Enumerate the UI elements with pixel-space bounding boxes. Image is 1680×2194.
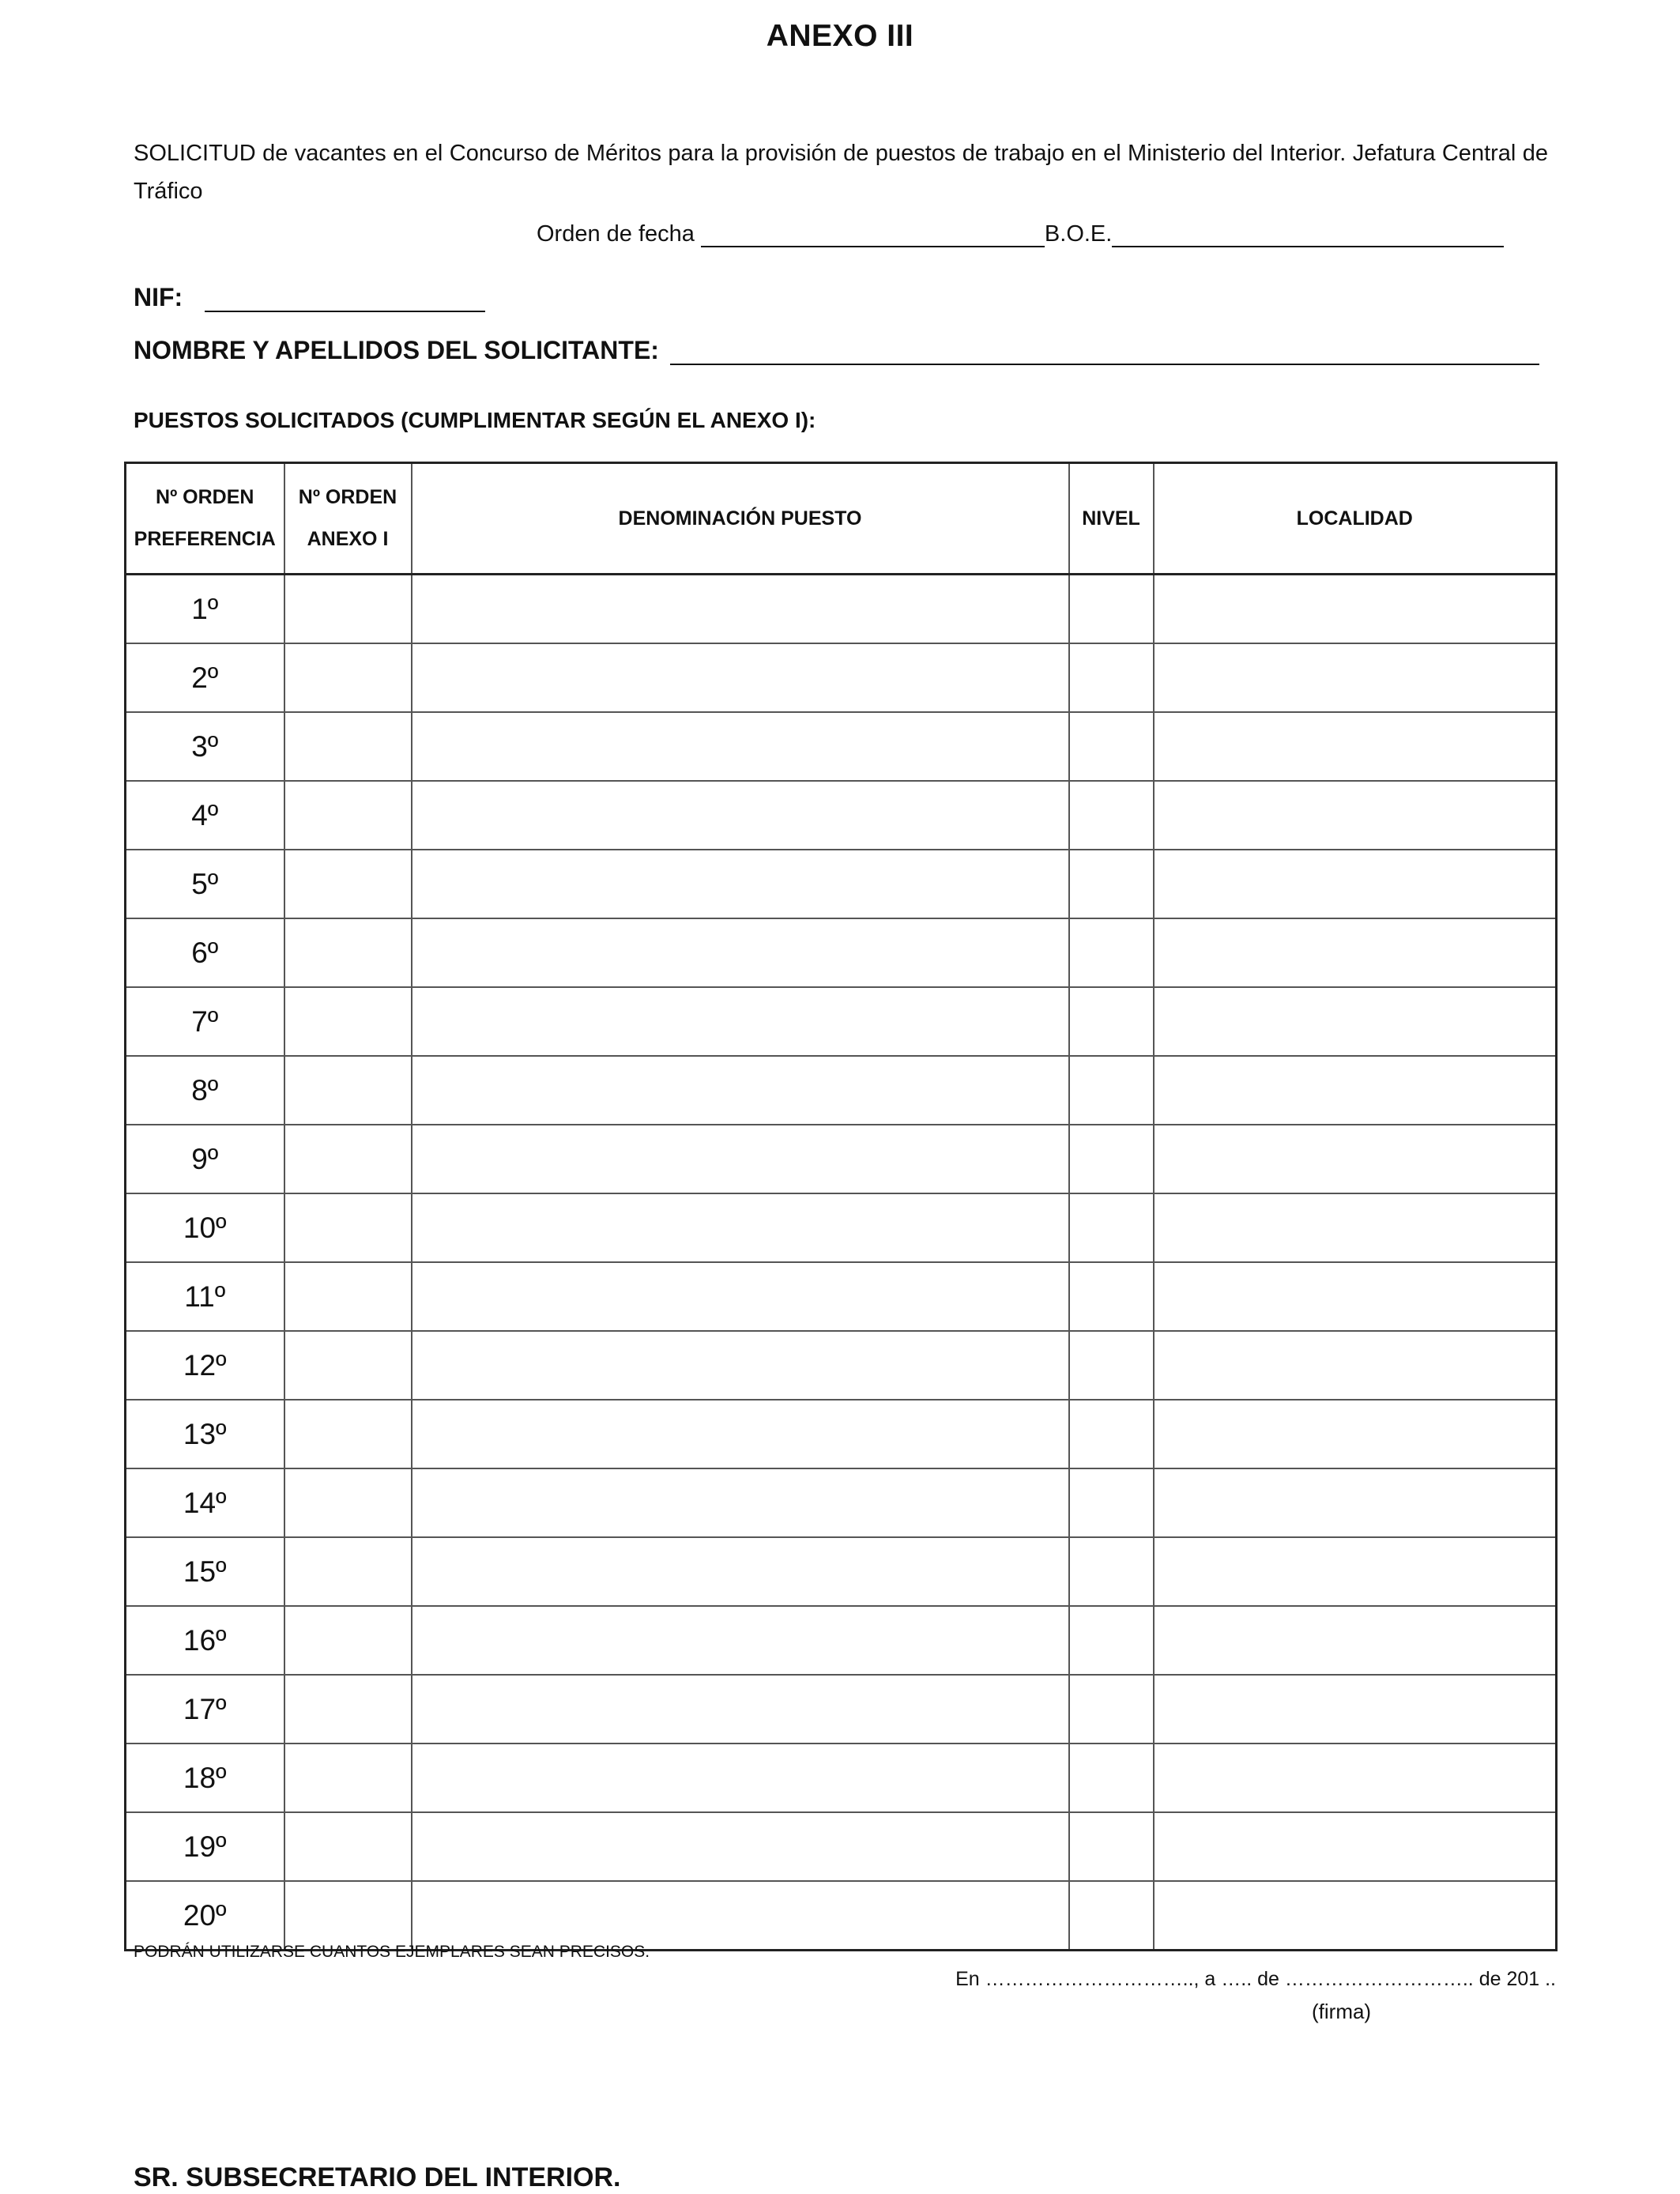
header-nivel: NIVEL xyxy=(1069,463,1154,575)
cell-localidad[interactable] xyxy=(1154,781,1557,850)
cell-nivel[interactable] xyxy=(1069,1881,1154,1951)
nombre-label: NOMBRE Y APELLIDOS DEL SOLICITANTE: xyxy=(134,336,659,364)
cell-localidad[interactable] xyxy=(1154,1812,1557,1881)
cell-denominacion[interactable] xyxy=(412,1400,1069,1468)
header-orden-preferencia-line1: Nº ORDEN xyxy=(156,486,254,508)
cell-orden-anexo[interactable] xyxy=(284,1468,412,1537)
nif-row xyxy=(134,283,485,312)
cell-orden-anexo[interactable] xyxy=(284,850,412,918)
cell-orden-anexo[interactable] xyxy=(284,643,412,712)
cell-nivel[interactable] xyxy=(1069,850,1154,918)
cell-localidad[interactable] xyxy=(1154,918,1557,987)
cell-orden-anexo[interactable] xyxy=(284,1193,412,1262)
cell-orden-preferencia: 5º xyxy=(126,850,284,918)
cell-orden-preferencia: 4º xyxy=(126,781,284,850)
cell-orden-anexo[interactable] xyxy=(284,1056,412,1125)
cell-localidad[interactable] xyxy=(1154,1881,1557,1951)
table-row xyxy=(126,1675,1557,1744)
cell-localidad[interactable] xyxy=(1154,1056,1557,1125)
cell-localidad[interactable] xyxy=(1154,1537,1557,1606)
table-row xyxy=(126,575,1557,644)
cell-localidad[interactable] xyxy=(1154,1606,1557,1675)
orden-line xyxy=(537,221,1504,247)
nif-field[interactable] xyxy=(205,287,485,312)
cell-nivel[interactable] xyxy=(1069,1331,1154,1400)
cell-denominacion[interactable] xyxy=(412,1812,1069,1881)
header-denominacion: DENOMINACIÓN PUESTO xyxy=(412,463,1069,575)
table-row xyxy=(126,1744,1557,1812)
table-row xyxy=(126,1400,1557,1468)
cell-nivel[interactable] xyxy=(1069,1606,1154,1675)
cell-orden-preferencia: 1º xyxy=(126,575,284,644)
cell-orden-preferencia: 20º xyxy=(126,1881,284,1951)
cell-localidad[interactable] xyxy=(1154,1331,1557,1400)
cell-denominacion[interactable] xyxy=(412,1125,1069,1193)
page-title: ANEXO III xyxy=(766,19,914,53)
cell-localidad[interactable] xyxy=(1154,712,1557,781)
cell-nivel[interactable] xyxy=(1069,1812,1154,1881)
cell-localidad[interactable] xyxy=(1154,1262,1557,1331)
cell-orden-anexo[interactable] xyxy=(284,1675,412,1744)
cell-orden-preferencia: 16º xyxy=(126,1606,284,1675)
cell-denominacion[interactable] xyxy=(412,1056,1069,1125)
table-row xyxy=(126,1262,1557,1331)
cell-localidad[interactable] xyxy=(1154,1193,1557,1262)
orden-fecha-field[interactable] xyxy=(701,222,1045,247)
cell-orden-preferencia: 8º xyxy=(126,1056,284,1125)
table-row xyxy=(126,850,1557,918)
cell-orden-preferencia: 15º xyxy=(126,1537,284,1606)
cell-orden-preferencia: 13º xyxy=(126,1400,284,1468)
table-body xyxy=(126,575,1557,1951)
cell-orden-preferencia: 2º xyxy=(126,643,284,712)
cell-orden-anexo[interactable] xyxy=(284,1125,412,1193)
cell-localidad[interactable] xyxy=(1154,1400,1557,1468)
header-orden-anexo xyxy=(284,463,412,575)
cell-denominacion[interactable] xyxy=(412,1331,1069,1400)
cell-nivel[interactable] xyxy=(1069,1468,1154,1537)
cell-denominacion[interactable] xyxy=(412,712,1069,781)
table-row xyxy=(126,1125,1557,1193)
cell-orden-anexo[interactable] xyxy=(284,1400,412,1468)
table-row xyxy=(126,1812,1557,1881)
table-row xyxy=(126,1881,1557,1951)
cell-denominacion[interactable] xyxy=(412,918,1069,987)
addressee: SR. SUBSECRETARIO DEL INTERIOR. xyxy=(134,2162,621,2192)
puestos-heading: PUESTOS SOLICITADOS (CUMPLIMENTAR SEGÚN EL ANEXO I): xyxy=(134,408,816,432)
cell-nivel[interactable] xyxy=(1069,1056,1154,1125)
cell-denominacion[interactable] xyxy=(412,643,1069,712)
cell-orden-preferencia: 7º xyxy=(126,987,284,1056)
cell-orden-anexo[interactable] xyxy=(284,1881,412,1951)
cell-denominacion[interactable] xyxy=(412,1537,1069,1606)
cell-nivel[interactable] xyxy=(1069,1262,1154,1331)
cell-localidad[interactable] xyxy=(1154,1675,1557,1744)
cell-orden-preferencia: 12º xyxy=(126,1331,284,1400)
header-orden-preferencia xyxy=(126,463,284,575)
table-row xyxy=(126,987,1557,1056)
cell-orden-preferencia: 3º xyxy=(126,712,284,781)
boe-field[interactable] xyxy=(1112,222,1504,247)
cell-nivel[interactable] xyxy=(1069,1744,1154,1812)
cell-nivel[interactable] xyxy=(1069,712,1154,781)
cell-nivel[interactable] xyxy=(1069,987,1154,1056)
cell-denominacion[interactable] xyxy=(412,1468,1069,1537)
table-row xyxy=(126,712,1557,781)
intro-paragraph: SOLICITUD de vacantes en el Concurso de Méritos para la provisión de puestos de trabajo en el Ministerio del Interior. Jefatura Central de Tráfico xyxy=(134,141,1548,204)
cell-orden-anexo[interactable] xyxy=(284,1744,412,1812)
table-row xyxy=(126,1056,1557,1125)
cell-orden-anexo[interactable] xyxy=(284,987,412,1056)
cell-nivel[interactable] xyxy=(1069,1537,1154,1606)
cell-orden-preferencia: 14º xyxy=(126,1468,284,1537)
cell-orden-preferencia: 18º xyxy=(126,1744,284,1812)
table-row xyxy=(126,918,1557,987)
cell-localidad[interactable] xyxy=(1154,987,1557,1056)
cell-orden-anexo[interactable] xyxy=(284,1331,412,1400)
cell-localidad[interactable] xyxy=(1154,1125,1557,1193)
nombre-field[interactable] xyxy=(670,340,1539,365)
cell-orden-preferencia: 19º xyxy=(126,1812,284,1881)
table-row xyxy=(126,1606,1557,1675)
cell-orden-anexo[interactable] xyxy=(284,1812,412,1881)
table-row xyxy=(126,1331,1557,1400)
cell-denominacion[interactable] xyxy=(412,1193,1069,1262)
table-header-row xyxy=(126,463,1557,575)
cell-localidad[interactable] xyxy=(1154,1744,1557,1812)
cell-denominacion[interactable] xyxy=(412,987,1069,1056)
cell-localidad[interactable] xyxy=(1154,850,1557,918)
footnote: PODRÁN UTILIZARSE CUANTOS EJEMPLARES SEAN PRECISOS. xyxy=(134,1943,650,1961)
cell-nivel[interactable] xyxy=(1069,781,1154,850)
cell-nivel[interactable] xyxy=(1069,1193,1154,1262)
cell-orden-anexo[interactable] xyxy=(284,781,412,850)
header-localidad: LOCALIDAD xyxy=(1154,463,1557,575)
table-row xyxy=(126,1468,1557,1537)
cell-denominacion[interactable] xyxy=(412,1881,1069,1951)
cell-denominacion[interactable] xyxy=(412,1675,1069,1744)
nombre-row xyxy=(134,336,1539,365)
cell-orden-preferencia: 17º xyxy=(126,1675,284,1744)
firma-label: (firma) xyxy=(1312,2000,1372,2023)
cell-orden-anexo[interactable] xyxy=(284,712,412,781)
cell-orden-preferencia: 10º xyxy=(126,1193,284,1262)
cell-nivel[interactable] xyxy=(1069,1125,1154,1193)
header-orden-preferencia-line2: PREFERENCIA xyxy=(134,528,276,550)
cell-denominacion[interactable] xyxy=(412,781,1069,850)
cell-nivel[interactable] xyxy=(1069,1400,1154,1468)
cell-orden-anexo[interactable] xyxy=(284,1606,412,1675)
boe-label: B.O.E. xyxy=(1044,221,1113,247)
nif-label: NIF: xyxy=(134,283,183,311)
table-row xyxy=(126,643,1557,712)
cell-orden-preferencia: 9º xyxy=(126,1125,284,1193)
orden-fecha-label: Orden de fecha xyxy=(537,221,695,247)
cell-nivel[interactable] xyxy=(1069,1675,1154,1744)
cell-orden-anexo[interactable] xyxy=(284,918,412,987)
cell-denominacion[interactable] xyxy=(412,1606,1069,1675)
table-row xyxy=(126,1537,1557,1606)
cell-denominacion[interactable] xyxy=(412,1744,1069,1812)
cell-orden-anexo[interactable] xyxy=(284,1537,412,1606)
cell-orden-anexo[interactable] xyxy=(284,575,412,644)
cell-nivel[interactable] xyxy=(1069,643,1154,712)
cell-orden-anexo[interactable] xyxy=(284,1262,412,1331)
date-place-line: En ………………………….., a ….. de ……………………….. de 201 .. xyxy=(955,1968,1556,1990)
cell-localidad[interactable] xyxy=(1154,643,1557,712)
cell-denominacion[interactable] xyxy=(412,575,1069,644)
table-row xyxy=(126,781,1557,850)
cell-localidad[interactable] xyxy=(1154,575,1557,644)
cell-localidad[interactable] xyxy=(1154,1468,1557,1537)
cell-orden-preferencia: 11º xyxy=(126,1262,284,1331)
header-orden-anexo-line1: Nº ORDEN xyxy=(298,486,397,508)
header-orden-anexo-line2: ANEXO I xyxy=(307,528,389,550)
cell-denominacion[interactable] xyxy=(412,1262,1069,1331)
puestos-table xyxy=(124,462,1558,1951)
cell-denominacion[interactable] xyxy=(412,850,1069,918)
table-row xyxy=(126,1193,1557,1262)
cell-orden-preferencia: 6º xyxy=(126,918,284,987)
cell-nivel[interactable] xyxy=(1069,575,1154,644)
cell-nivel[interactable] xyxy=(1069,918,1154,987)
